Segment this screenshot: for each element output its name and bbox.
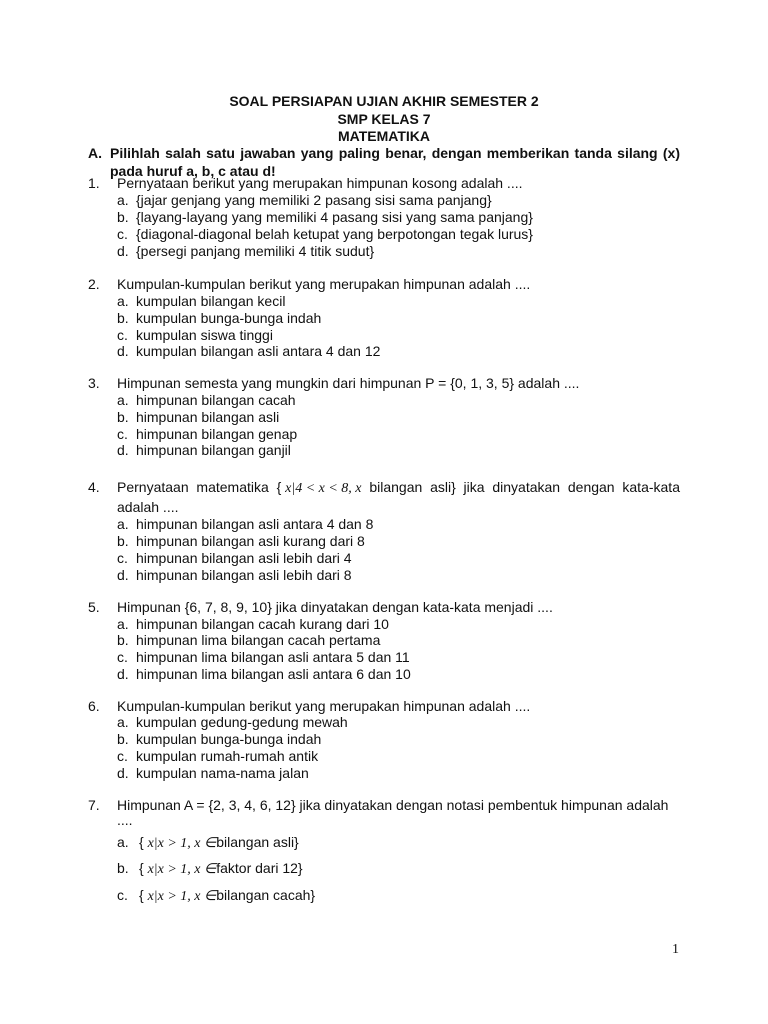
q2-option-d: d. kumpulan bilangan asli antara 4 dan 12 [117,343,381,359]
section-label: A. [88,145,102,161]
q4-option-c: c. himpunan bilangan asli lebih dari 4 [117,550,352,566]
q2-option-a: a. kumpulan bilangan kecil [117,293,286,309]
question-number: 6. [88,698,100,714]
q1-option-d: d. {persegi panjang memiliki 4 titik sudut} [117,243,375,259]
q3-option-b: b. himpunan bilangan asli [117,409,280,425]
page-number: 1 [672,942,679,957]
q6-option-d: d. kumpulan nama-nama jalan [117,765,309,781]
q3-option-a: a. himpunan bilangan cacah [117,392,296,408]
question-6 [88,698,530,715]
question-text: Himpunan {6, 7, 8, 9, 10} jika dinyatakan dengan kata-kata menjadi .... [117,599,553,615]
question-text: Kumpulan-kumpulan berikut yang merupakan himpunan adalah .... [117,276,531,292]
question-text: Himpunan A = {2, 3, 4, 6, 12} jika dinyatakan dengan notasi pembentuk himpunan adalah [117,797,669,813]
question-4: 4. Pernyataan matematika { x|4 < x < 8, x bilangan asli} jika dinyatakan dengan kata-kata [88,479,680,496]
doc-title: SOAL PERSIAPAN UJIAN AKHIR SEMESTER 2 [229,93,539,109]
doc-grade: SMP KELAS 7 [337,111,431,127]
question-3 [88,375,579,392]
q4-option-d: d. himpunan bilangan asli lebih dari 8 [117,567,352,583]
q5-option-d: d. himpunan lima bilangan asli antara 6 dan 10 [117,666,411,682]
question-text: Himpunan semesta yang mungkin dari himpunan P = {0, 1, 3, 5} adalah .... [117,375,580,391]
q1-option-b: b. {layang-layang yang memiliki 4 pasang sisi yang sama panjang} [117,209,533,225]
question-number: 1. [88,175,100,191]
question-4-continuation: adalah .... [117,499,179,515]
question-5 [88,599,553,616]
q5-option-a: a. himpunan bilangan cacah kurang dari 10 [117,616,389,632]
q6-option-b: b. kumpulan bunga-bunga indah [117,731,322,747]
question-number: 3. [88,375,100,391]
q4-option-a: a. himpunan bilangan asli antara 4 dan 8 [117,516,374,532]
q7-option-c: c. { x|x > 1, x ∈bilangan cacah} [117,887,316,904]
q7-option-b: b. { x|x > 1, x ∈faktor dari 12} [117,860,303,877]
q6-option-a: a. kumpulan gedung-gedung mewah [117,714,348,730]
question-number: 4. [88,479,100,495]
q2-option-c: c. kumpulan siswa tinggi [117,327,273,343]
section-text: Pilihlah salah satu jawaban yang paling benar, dengan memberikan tanda silang (x) pada huruf a, b, c atau d! [110,145,680,179]
doc-subject: MATEMATIKA [337,128,431,144]
question-number: 5. [88,599,100,615]
set-notation: { x|4 < x < 8, x [276,479,362,496]
q7-option-a: a. { x|x > 1, x ∈bilangan asli} [117,834,299,851]
q5-option-c: c. himpunan lima bilangan asli antara 5 dan 11 [117,649,410,665]
q3-option-d: d. himpunan bilangan ganjil [117,442,291,458]
question-1 [88,175,523,192]
q1-option-a: a. {jajar genjang yang memiliki 2 pasang sisi sama panjang} [117,192,492,208]
q5-option-b: b. himpunan lima bilangan cacah pertama [117,632,381,648]
question-number: 2. [88,276,100,292]
question-2 [88,276,530,293]
q4-option-b: b. himpunan bilangan asli kurang dari 8 [117,533,365,549]
q3-option-c: c. himpunan bilangan genap [117,426,298,442]
q1-option-c: c. {diagonal-diagonal belah ketupat yang berpotongan tegak lurus} [117,226,533,242]
question-text: Kumpulan-kumpulan berikut yang merupakan himpunan adalah .... [117,698,531,714]
question-7-continuation: .... [117,812,133,828]
q6-option-c: c. kumpulan rumah-rumah antik [117,748,319,764]
question-text: Pernyataan berikut yang merupakan himpunan kosong adalah .... [117,175,523,191]
question-7 [88,797,668,814]
question-number: 7. [88,797,100,813]
q2-option-b: b. kumpulan bunga-bunga indah [117,310,322,326]
